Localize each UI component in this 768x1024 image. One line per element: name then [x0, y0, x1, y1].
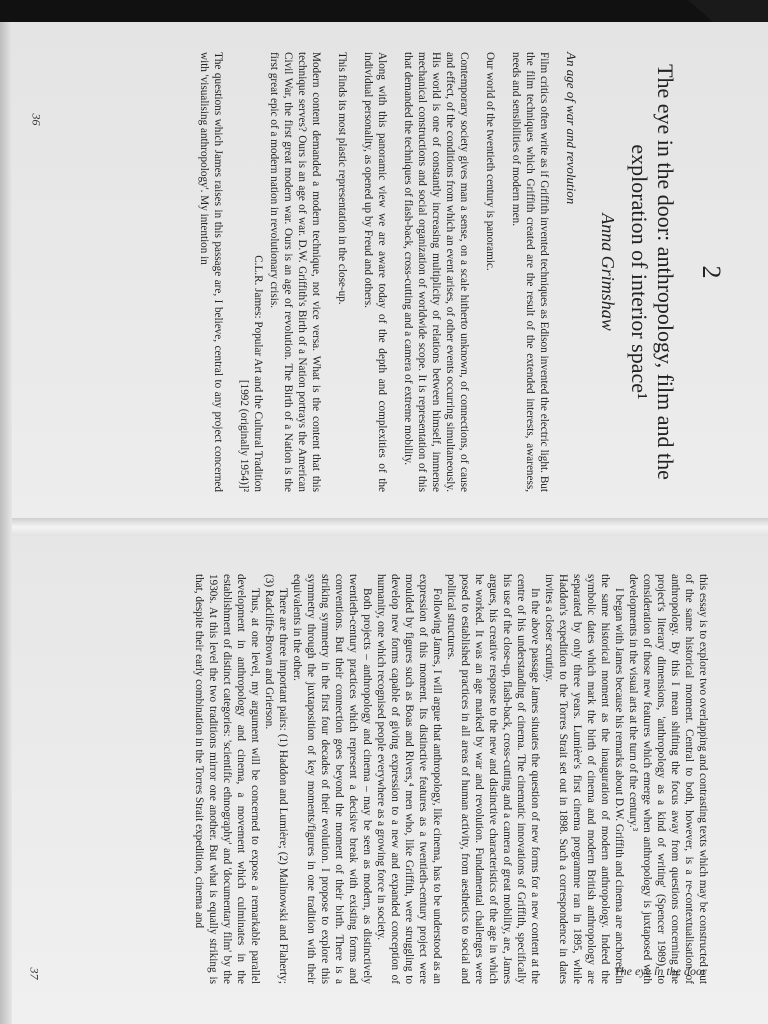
page-36-text [185, 52, 726, 492]
body-paragraph-4: Following James, I will argue that anthropology, like cinema, has to be understood as an expression of this moment. Its distinctive features as a twentieth-century project were moulded by figures such as Boas and Rivers,⁴ men who, like Griffith, were struggling to develop new forms capable of giving expression to a new and expanded conception of humanity, one which recognised people everywhere as a growing force in society. [375, 574, 443, 984]
chapter-number: 2 [697, 265, 726, 279]
quote-paragraph-1: Film critics often write as if Griffith invented techniques as Edison invented the electric light. But the film techniques which Griffith created are the result of the extended interests, awareness, needs and sensibilities of modern men. [510, 52, 550, 492]
running-head: The eye in the door [614, 964, 707, 978]
quote-paragraph-3: Contemporary society gives man a sense, on a scale hitherto unknown, of connections, of cause and effect, of the conditions from which an event arises, of other events occurring simultaneously. His world is one of constantly increasing multiplicity of relations between himself, immense mechanical constructions and social organization of worldwide scope. It is representation of this that demanded the techniques of flash-back, cross-cutting and a camera of extreme mobility. [402, 52, 470, 492]
page-number-36: 36 [29, 113, 44, 126]
chapter-title: The eye in the door: anthropology, film and the exploration of interior space¹ [627, 64, 678, 480]
quote-paragraph-2: Our world of the twentieth century is panoramic. [484, 52, 496, 271]
body-paragraph-7: Thus, at one level, my argument will be concerned to expose a remarkable parallel development in anthropology and cinema, a movement which culminates in the establishment of distinct categories: 'scientific ethnography' and 'documentary film' by the 1930s. At this level the two traditions mirror one another. But what is equally striking is that, despite their early combination in the Torres Strait expedition, cinema and [193, 574, 261, 984]
quote-paragraph-5: This finds its most plastic representation in the close-up. [336, 52, 348, 305]
quote-paragraph-4: Along with this panoramic view we are aware today of the depth and complexities of the individual personality, as opened up by Freud and others. [362, 52, 388, 492]
quote-citation-date: [1992 (originally 1954)]² [238, 379, 250, 492]
page-number-37: 37 [27, 967, 42, 980]
quote-paragraph-6: Modern content demanded a modern technique, not vice versa. What is the content that this technique serves? Ours is an age of war. D.W. Griffith's Birth of a Nation portrays the American Civil War, the first great modern war. Ours is an age of revolution. The Birth of a Nation is the first great epic of a modern nation in revolutionary crisis. [268, 52, 322, 492]
page-37-text [192, 574, 710, 984]
body-paragraph: The questions which James raises in this passage are, I believe, central to any project concerned with 'visualising anthropology'. My intention in [198, 52, 224, 492]
chapter-author: Anna Grimshaw [598, 213, 618, 331]
scan-border-top [0, 0, 768, 22]
quote-citation-source: C.L.R. James: Popular Art and the Cultural Tradition [252, 255, 264, 492]
body-paragraph-6: There are three important pairs: (1) Haddon and Lumière; (2) Malinowski and Flaherty; (3) Radcliffe-Brown and Grierson. [263, 574, 289, 984]
book-gutter [12, 518, 768, 536]
body-paragraph-3: In the above passage James situates the question of new forms for a new content at the centre of his understanding of cinema. The cinematic innovations of Griffith, specifically his use of the close-up, flash-back, cross-cutting and a camera of great mobility, are, James argues, his creative response to the new and distinctive characteristics of the age in which he worked. It was an age marked by war and revolution. Fundamental challenges were posed to established practices in all areas of human activity, from aesthetics to social and political structures. [445, 574, 541, 984]
scan-border-left [0, 22, 12, 1024]
body-paragraph-2: I began with James because his remarks about D.W. Griffith and cinema are anchored in the same historical moment as the inauguration of modern anthropology. Indeed the symbolic dates which mark the birth of cinema and modern British anthropology are separated by only three years. Lumière's first cinema programme ran in 1895, while Haddon's expedition to the Torres Strait set out in 1898. Such a correspondence in dates invites a closer scrutiny. [543, 574, 625, 984]
body-paragraph-5: Both projects – anthropology and cinema – may be seen as modern, as distinctively twentieth-century practices which represent a decisive break with existing forms and conventions. But their connection goes beyond the moment of their birth. There is a striking symmetry in the first four decades of their evolution. I propose to explore this symmetry through the juxtaposition of key moments/figures in one tradition with their equivalents in the other. [291, 574, 373, 984]
body-paragraph-1: this essay is to explore two overlapping and contrasting texts which may be constructed out of the same historical moment. Central to both, however, is a re-contextualisation of anthropology. By this I mean shifting the focus away from questions concerning the project's literary dimensions, 'anthropology as a kind of writing' (Spencer 1989), to consideration of those new features which emerge when anthropology is juxtaposed with developments in the visual arts at the turn of the century.³ [627, 574, 709, 984]
section-heading: An age of war and revolution [564, 52, 579, 205]
